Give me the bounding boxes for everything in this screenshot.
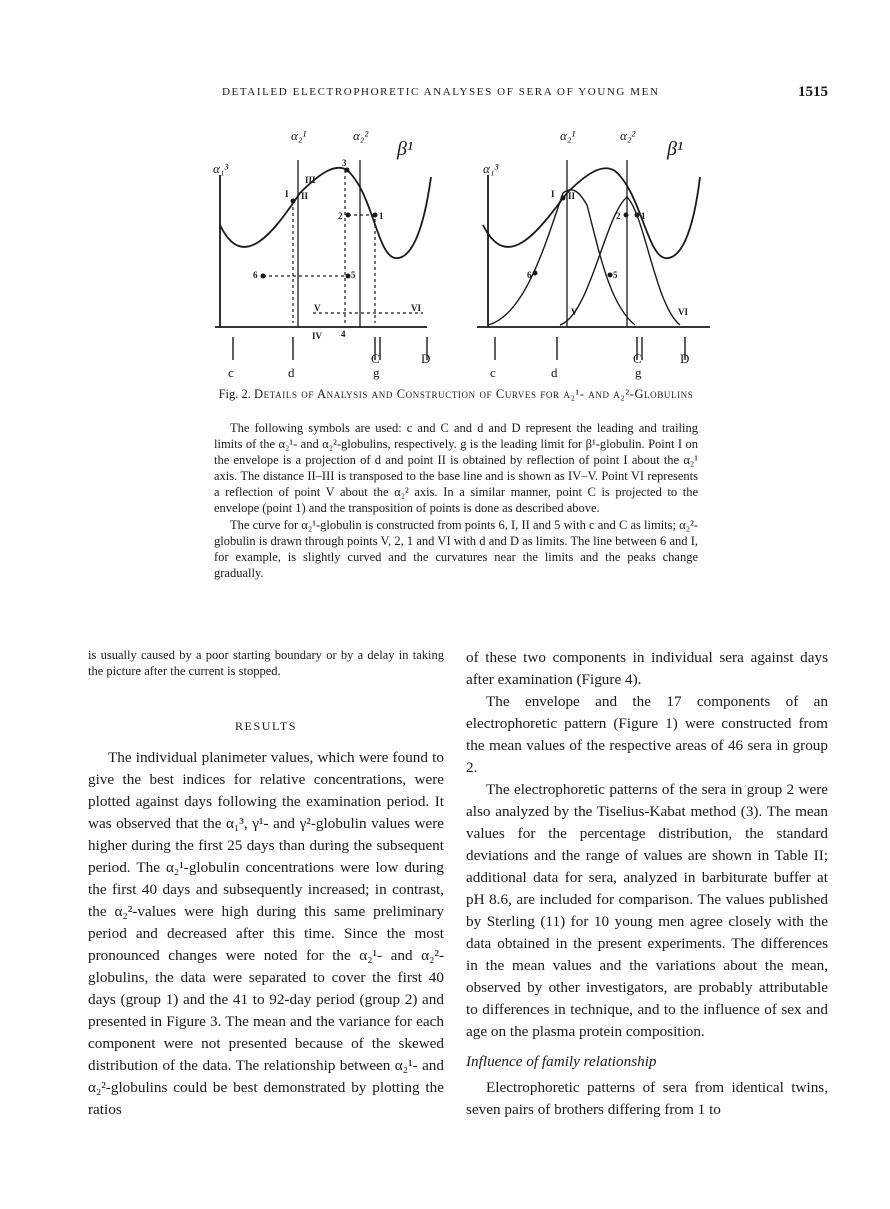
right-point-6: 6 xyxy=(527,270,532,280)
right-label-alpha2-1: α₂¹ xyxy=(560,128,576,143)
left-limit-C: C xyxy=(371,351,380,366)
right-point-VI: VI xyxy=(678,307,689,317)
left-point-2: 2 xyxy=(338,211,343,221)
left-column xyxy=(88,647,444,1121)
left-limit-c: c xyxy=(228,365,234,380)
left-label-alpha1-3: α₁³ xyxy=(213,161,229,176)
right-continuation: of these two components in individual sera against days after examination (Figure 4). xyxy=(466,649,828,688)
running-title: DETAILED ELECTROPHORETIC ANALYSES OF SERA OF YOUNG MEN xyxy=(222,86,660,98)
figure-legend-paragraph: The curve for α₂¹-globulin is constructed from points 6, I, II and 5 with c and C as limits; α₂²-globulin is drawn through points V, 2, 1 and VI with d and D as limits. The line between 6 and I, for example, is slightly curved and the curvatures near the limits and the peaks change gradually. xyxy=(214,517,698,580)
right-label-alpha1-3: α₁³ xyxy=(483,161,499,176)
figure-caption-text: Details of Analysis and Construction of Curves for α₂¹- and α₂²-Globulins xyxy=(254,387,694,401)
right-limit-g: g xyxy=(635,365,642,380)
left-point-IV: IV xyxy=(312,331,323,341)
left-limit-D: D xyxy=(421,351,431,366)
right-point-I: I xyxy=(551,189,555,199)
right-limit-d: d xyxy=(551,365,558,380)
figure-caption xyxy=(214,386,698,402)
left-label-alpha2-1: α₂¹ xyxy=(291,128,307,143)
figure-2 xyxy=(205,115,725,380)
left-point-I: I xyxy=(285,189,289,199)
right-paragraph-twins: Electrophoretic patterns of sera from identical twins, seven pairs of brothers differing from 1 to xyxy=(466,1079,828,1118)
right-envelope-curve xyxy=(483,168,700,258)
right-point-2: 2 xyxy=(616,211,621,221)
subheading-family: Influence of family relationship xyxy=(466,1053,657,1070)
left-label-alpha2-2: α₂² xyxy=(353,128,369,143)
left-continuation: is usually caused by a poor starting boundary or by a delay in taking the picture after the current is stopped. xyxy=(88,648,444,678)
right-label-beta1: β¹ xyxy=(667,138,683,160)
page-header xyxy=(0,84,890,104)
left-limit-d: d xyxy=(288,365,295,380)
right-label-alpha2-2: α₂² xyxy=(620,128,636,143)
right-limit-D: D xyxy=(680,351,690,366)
left-envelope-curve xyxy=(220,168,431,258)
left-point-V: V xyxy=(314,303,321,313)
left-point-5: 5 xyxy=(351,270,356,280)
right-column xyxy=(466,647,828,1121)
figure-legend xyxy=(214,420,698,581)
results-paragraph: The individual planimeter values, which were found to give the best indices for relative concentrations, were plotted against days following the examination period. It was observed that the α₁³, γ¹- and γ²-globulin values were higher during the first 25 days than during the subsequent period. The α₂¹-globulin concentrations were low during the first 40 days and subsequently increased; in contrast, the α₂²-values were high during this same preliminary period and decreased after this time. Since the most pronounced changes were noted for the α₂¹- and α₂²-globulins, the data were separated to cover the first 40 days (group 1) and the 41 to 92-day period (group 2) and presented in Figure 3. The mean and the variance for each component were not presented because of the skewed distribution of the data. The relationship between α₂¹- and α₂²-globulins could be best demonstrated by plotting the ratios xyxy=(88,749,444,1118)
alpha2-1-component-curve xyxy=(488,190,635,325)
figure-2-diagram xyxy=(205,115,725,380)
left-point-II: II xyxy=(301,191,309,201)
left-point-4: 4 xyxy=(341,329,346,339)
right-point-1: 1 xyxy=(641,211,646,221)
right-paragraph-envelope: The envelope and the 17 components of an electrophoretic pattern (Figure 1) were constructed from the mean values of the respective areas of 46 sera in group 2. xyxy=(466,693,828,776)
left-point-VI: VI xyxy=(411,303,422,313)
left-limit-g: g xyxy=(373,365,380,380)
figure-legend-paragraph: The following symbols are used: c and C and d and D represent the leading and trailing limits of the α₂¹- and α₂²-globulins, respectively. g is the leading limit for β¹-globulin. Point I on the envelope is a projection of d and point II is obtained by reflection of point I about the α₂¹ axis. The distance II–III is transposed to the base line and is shown as IV–V. Point VI represents a reflection of point V about the α₂² axis. In a similar manner, point C is projected to the envelope (point 1) and the transposition of points is done as described above. xyxy=(214,421,698,516)
page-number: 1515 xyxy=(798,84,828,100)
right-limit-c: c xyxy=(490,365,496,380)
right-paragraph-tiselius: The electrophoretic patterns of the sera in group 2 were also analyzed by the Tiselius-Kabat method (3). The mean values for the percentage distribution, the standard deviations and the range of values are shown in Table II; additional data for sera, analyzed in barbiturate buffer at pH 8.6, are included for comparison. The values published by Sterling (11) for 10 young men agree closely with the data obtained in the present experiments. The differences in the mean values and the variations about the mean, observed by other investigators, are probably attributable to differences in technique, and to the influence of sex and age on the plasma protein composition. xyxy=(466,781,828,1040)
left-point-1: 1 xyxy=(379,211,384,221)
right-limit-C: C xyxy=(633,351,642,366)
left-point-III: III xyxy=(305,175,316,185)
left-point-6: 6 xyxy=(253,270,258,280)
right-point-5: 5 xyxy=(613,270,618,280)
right-point-V: V xyxy=(571,307,578,317)
left-point-3: 3 xyxy=(342,158,347,168)
right-point-II: II xyxy=(568,191,576,201)
results-heading: RESULTS xyxy=(234,719,298,733)
figure-caption-label: Fig. 2. xyxy=(218,387,251,401)
left-label-beta1: β¹ xyxy=(397,138,413,160)
